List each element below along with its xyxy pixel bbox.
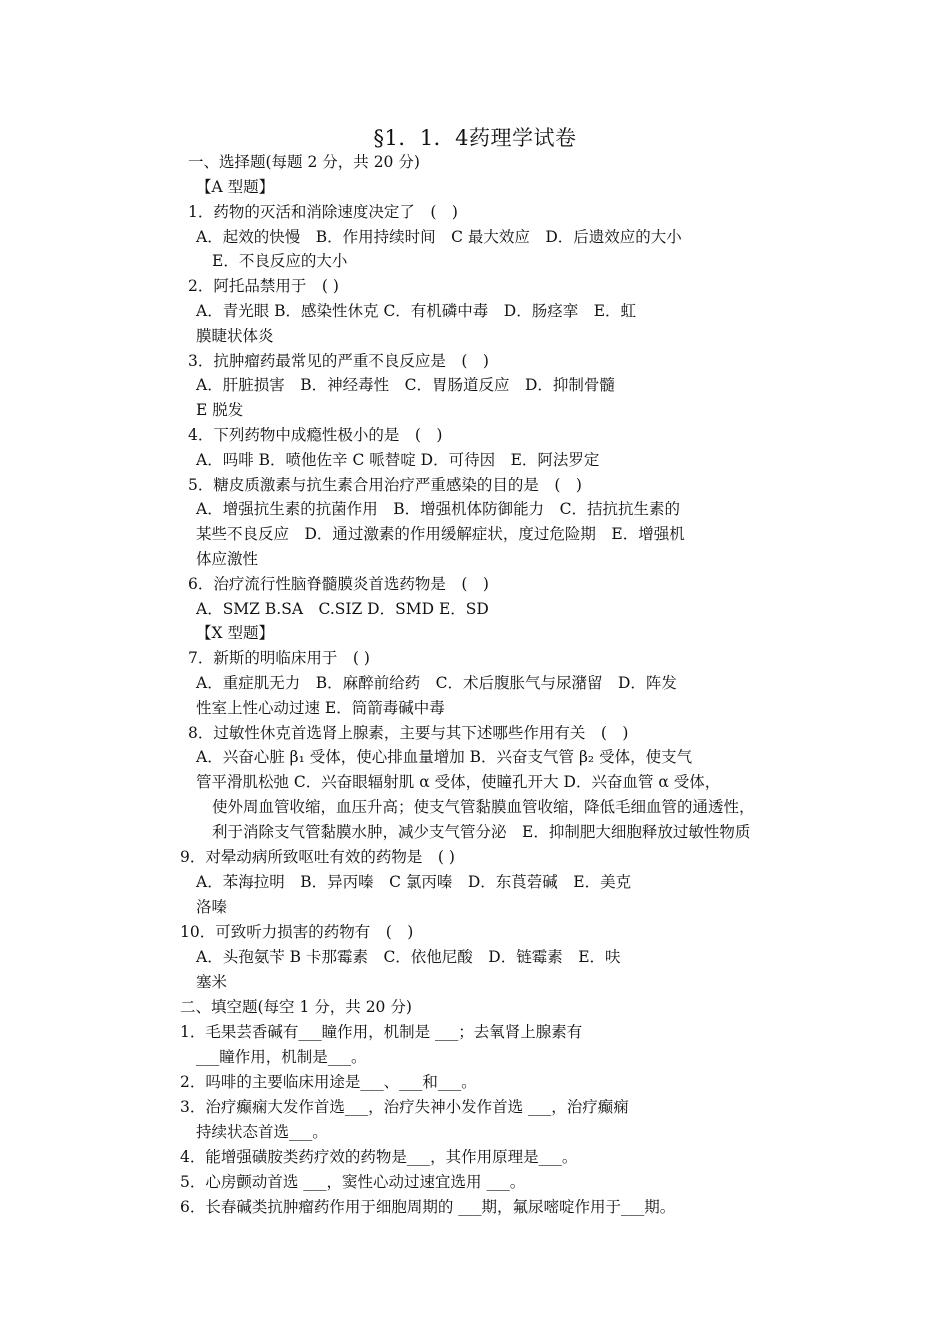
fill-blank-question: 持续状态首选___。: [196, 1123, 328, 1141]
fill-blank-question: 4．能增强磺胺类药疗效的药物是___，其作用原理是___。: [180, 1148, 578, 1166]
question-text: 8．过敏性休克首选肾上腺素，主要与其下述哪些作用有关 ( ): [188, 724, 629, 742]
question-options: 利于消除支气管黏膜水肿，减少支气管分泌 E．抑制肥大细胞释放过敏性物质: [212, 823, 751, 841]
question-text: 10．可致听力损害的药物有 ( ): [180, 923, 414, 941]
question-text: 1．药物的灭活和消除速度决定了 ( ): [188, 203, 458, 221]
question-options: 某些不良反应 D．通过激素的作用缓解症状，度过危险期 E．增强机: [196, 525, 685, 543]
question-text: 5．糖皮质激素与抗生素合用治疗严重感染的目的是 ( ): [188, 476, 582, 494]
fill-blank-question: 1．毛果芸香碱有___瞳作用，机制是 ___；去氧肾上腺素有: [180, 1023, 583, 1041]
question-text: 9．对晕动病所致呕吐有效的药物是 ( ): [180, 848, 455, 866]
question-options: 使外周血管收缩，血压升高；使支气管黏膜血管收缩，降低毛细血管的通透性，: [212, 798, 755, 816]
page-title: §1．1．4药理学试卷: [373, 126, 577, 150]
fill-blank-question: 3．治疗癫痫大发作首选___，治疗失神小发作首选 ___，治疗癫痫: [180, 1098, 629, 1116]
question-options: A．SMZ B.SA C.SIZ D．SMD E．SD: [196, 600, 489, 618]
fill-blank-question: 2．吗啡的主要临床用途是___、___和___。: [180, 1073, 477, 1091]
question-options: 膜睫状体炎: [196, 327, 274, 345]
question-options: E 脱发: [196, 401, 244, 419]
question-options: 体应激性: [196, 550, 259, 568]
question-options: 性室上性心动过速 E．筒箭毒碱中毒: [196, 699, 445, 717]
fill-blank-question: 6．长春碱类抗肿瘤药作用于细胞周期的 ___期，氟尿嘧啶作用于___期。: [180, 1198, 676, 1216]
question-options: 管平滑肌松弛 C．兴奋眼辐射肌 α 受体，使瞳孔开大 D．兴奋血管 α 受体，: [196, 773, 721, 791]
question-options: A．苯海拉明 B．异丙嗪 C 氯丙嗪 D．东莨菪碱 E．美克: [196, 873, 632, 891]
question-options: 塞米: [196, 973, 228, 991]
question-text: 2．阿托品禁用于 ( ): [188, 277, 339, 295]
question-options: A．头孢氨苄 B 卡那霉素 C．依他尼酸 D．链霉素 E．呋: [196, 948, 621, 966]
question-text: 4．下列药物中成瘾性极小的是 ( ): [188, 426, 443, 444]
question-options: A．增强抗生素的抗菌作用 B．增强机体防御能力 C．拮抗抗生素的: [196, 500, 680, 518]
question-options: 洛嗪: [196, 898, 228, 916]
question-type-heading: 【A 型题】: [196, 178, 275, 196]
question-options: A．起效的快慢 B．作用持续时间 C 最大效应 D．后遗效应的大小: [196, 228, 682, 246]
question-options: E．不良反应的大小: [212, 252, 348, 270]
fill-blank-question: 5．心房颤动首选 ___，窦性心动过速宜选用 ___。: [180, 1173, 526, 1191]
fill-blank-question: ___瞳作用，机制是___。: [196, 1048, 367, 1066]
question-text: 7．新斯的明临床用于 ( ): [188, 649, 370, 667]
question-text: 3．抗肿瘤药最常见的严重不良反应是 ( ): [188, 352, 489, 370]
question-type-heading: 【X 型题】: [196, 624, 274, 642]
question-text: 6．治疗流行性脑脊髓膜炎首选药物是 ( ): [188, 575, 489, 593]
question-options: A．兴奋心脏 β₁ 受体，使心排血量增加 B．兴奋支气管 β₂ 受体，使支气: [196, 748, 693, 766]
question-options: A．青光眼 B．感染性休克 C．有机磷中毒 D．肠痉挛 E．虹: [196, 302, 637, 320]
section-heading: 二、填空题(每空 1 分，共 20 分): [180, 998, 412, 1016]
question-options: A．吗啡 B．喷他佐辛 C 哌替啶 D．可待因 E．阿法罗定: [196, 451, 600, 469]
question-options: A．重症肌无力 B．麻醉前给药 C．术后腹胀气与尿潴留 D．阵发: [196, 674, 677, 692]
question-options: A．肝脏损害 B．神经毒性 C．胃肠道反应 D．抑制骨髓: [196, 376, 615, 394]
section-heading: 一、选择题(每题 2 分，共 20 分): [188, 153, 420, 171]
